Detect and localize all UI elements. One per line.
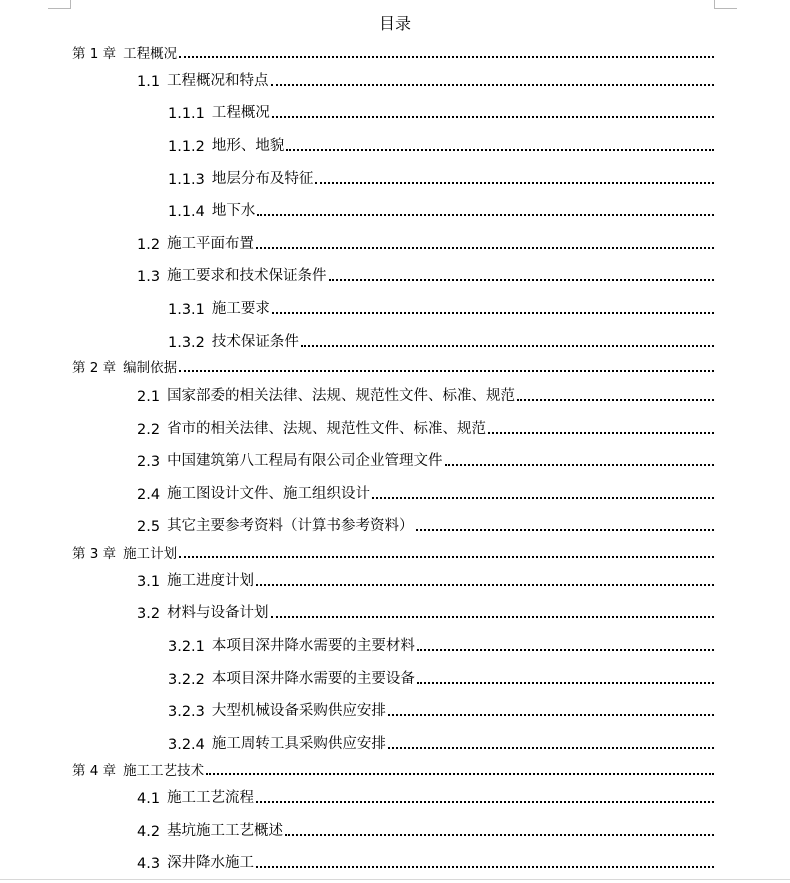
toc-entry-3-2-1[interactable] [168,633,714,655]
toc-entry-4-2[interactable] [137,818,714,840]
toc-dot-leader [488,432,714,434]
toc-entry-number: 1.3.2 [168,335,205,351]
toc-entry-text: 深井降水施工 [167,855,255,871]
toc-entry-number: 1.1.2 [168,139,205,155]
toc-entry-text: 施工计划 [123,546,178,562]
toc-entry-text: 施工工艺技术 [123,763,205,779]
toc-entry-number: 4.3 [137,856,161,872]
toc-dot-leader [256,584,714,586]
toc-entry-2-2[interactable] [137,416,714,438]
toc-entry-1-1-1[interactable] [168,100,714,122]
toc-entry-number: 3.2.4 [168,737,205,753]
toc-entry-number: 第 2 章 [72,360,117,376]
toc-entry-4-1[interactable] [137,785,714,807]
toc-entry-1-1[interactable] [137,68,714,90]
toc-entry-chapter-4[interactable] [72,757,714,779]
toc-entry-number: 2.2 [137,422,161,438]
toc-entry-text: 工程概况 [123,46,178,62]
toc-entry-3-2-2[interactable] [168,666,714,688]
toc-entry-2-3[interactable] [137,448,714,470]
toc-dot-leader [417,682,714,684]
toc-entry-1-3-1[interactable] [168,296,714,318]
toc-entry-number: 4.2 [137,824,161,840]
toc-dot-leader [179,556,714,558]
toc-entry-number: 2.3 [137,454,161,470]
toc-entry-1-1-4[interactable] [168,198,714,220]
toc-entry-chapter-3[interactable] [72,540,714,562]
toc-entry-text: 大型机械设备采购供应安排 [211,703,386,719]
toc-entry-text: 材料与设备计划 [167,605,269,621]
toc-dot-leader [257,214,714,216]
toc-entry-number: 3.2.3 [168,704,205,720]
toc-entry-1-3-2[interactable] [168,329,714,351]
toc-entry-number: 第 3 章 [72,546,117,562]
toc-entry-number: 1.3.1 [168,302,205,318]
toc-entry-number: 1.1.4 [168,204,205,220]
page-bottom-edge [0,879,790,880]
page-corner-mark-right [714,0,737,9]
toc-entry-number: 2.5 [137,519,161,535]
toc-entry-3-2[interactable] [137,600,714,622]
toc-entry-text: 地下水 [211,203,256,219]
toc-entry-2-4[interactable] [137,481,714,503]
toc-entry-chapter-1[interactable] [72,40,714,62]
toc-dot-leader [445,464,714,466]
toc-entry-text: 技术保证条件 [211,334,299,350]
toc-dot-leader [206,773,714,775]
toc-entry-text: 施工要求 [211,301,270,317]
toc-dot-leader [315,182,714,184]
toc-entry-number: 3.1 [137,574,161,590]
toc-entry-text: 地形、地貌 [211,138,285,154]
toc-entry-text: 本项目深井降水需要的主要设备 [211,671,415,687]
toc-entry-text: 中国建筑第八工程局有限公司企业管理文件 [167,453,443,469]
toc-dot-leader [179,56,714,58]
toc-entry-chapter-2[interactable] [72,354,714,376]
toc-entry-number: 1.1.3 [168,172,205,188]
toc-entry-1-1-2[interactable] [168,133,714,155]
toc-dot-leader [301,345,714,347]
toc-dot-leader [256,801,714,803]
toc-dot-leader [285,834,714,836]
toc-dot-leader [271,84,714,86]
toc-entry-text: 其它主要参考资料（计算书参考资料） [167,518,414,534]
toc-entry-number: 1.1.1 [168,106,205,122]
toc-entry-2-5[interactable] [137,513,714,535]
toc-dot-leader [388,714,714,716]
toc-dot-leader [417,649,714,651]
toc-entry-text: 施工进度计划 [167,573,255,589]
toc-dot-leader [517,399,714,401]
toc-entry-number: 3.2 [137,606,161,622]
toc-entry-number: 1.2 [137,237,161,253]
toc-entry-text: 省市的相关法律、法规、规范性文件、标准、规范 [167,421,487,437]
toc-dot-leader [372,497,714,499]
toc-dot-leader [272,116,714,118]
toc-entry-4-3[interactable] [137,850,714,872]
toc-entry-3-2-3[interactable] [168,698,714,720]
toc-title: 目录 [378,14,411,33]
toc-dot-leader [256,247,714,249]
toc-entry-1-2[interactable] [137,231,714,253]
toc-dot-leader [416,529,714,531]
toc-entry-3-1[interactable] [137,568,714,590]
toc-dot-leader [272,312,714,314]
toc-entry-text: 编制依据 [123,360,178,376]
toc-entry-text: 国家部委的相关法律、法规、规范性文件、标准、规范 [167,388,516,404]
toc-entry-number: 4.1 [137,791,161,807]
toc-entry-text: 工程概况和特点 [167,73,269,89]
toc-entry-number: 1.1 [137,74,161,90]
toc-entry-number: 3.2.1 [168,639,205,655]
toc-entry-1-3[interactable] [137,263,714,285]
toc-entry-number: 3.2.2 [168,672,205,688]
toc-entry-1-1-3[interactable] [168,166,714,188]
toc-entry-2-1[interactable] [137,383,714,405]
toc-dot-leader [286,149,714,151]
toc-entry-3-2-4[interactable] [168,731,714,753]
page-corner-mark-left [48,0,71,9]
toc-entry-text: 施工平面布置 [167,236,255,252]
toc-entry-text: 地层分布及特征 [211,171,314,187]
toc-entry-text: 基坑施工工艺概述 [167,823,284,839]
toc-dot-leader [256,866,714,868]
toc-entry-number: 第 1 章 [72,46,117,62]
toc-entry-text: 工程概况 [211,105,270,121]
toc-entry-text: 施工要求和技术保证条件 [167,268,327,284]
toc-entry-number: 第 4 章 [72,763,117,779]
toc-entry-text: 本项目深井降水需要的主要材料 [211,638,415,654]
toc-entry-number: 2.1 [137,389,161,405]
toc-entry-text: 施工图设计文件、施工组织设计 [167,486,371,502]
toc-entry-number: 1.3 [137,269,161,285]
toc-dot-leader [329,279,714,281]
toc-entry-number: 2.4 [137,487,161,503]
toc-dot-leader [179,370,714,372]
toc-entry-text: 施工工艺流程 [167,790,255,806]
toc-dot-leader [271,616,714,618]
toc-entry-text: 施工周转工具采购供应安排 [211,736,386,752]
toc-dot-leader [388,747,714,749]
